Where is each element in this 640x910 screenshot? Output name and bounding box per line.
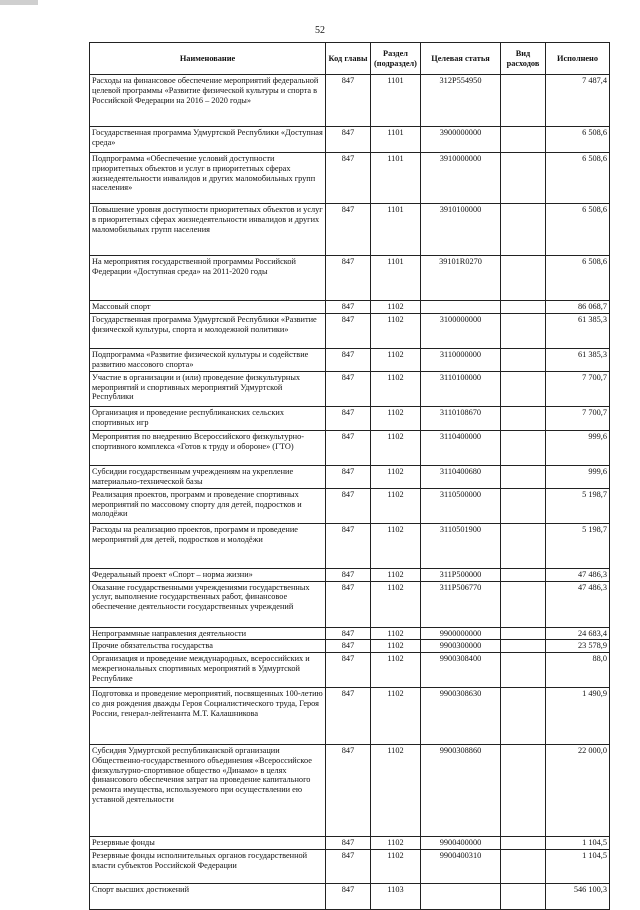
row-section: 1102	[371, 627, 421, 640]
row-name: Субсидии государственным учреждениям на укрепление материально-технической базы	[90, 465, 326, 488]
row-section: 1102	[371, 371, 421, 406]
row-executed: 7 700,7	[546, 371, 610, 406]
row-code: 847	[326, 406, 371, 430]
row-name: Мероприятия по внедрению Всероссийского физкультурно-спортивного комплекса «Готов к труду и обороне» (ГТО)	[90, 430, 326, 465]
row-name: Прочие обязательства государства	[90, 640, 326, 653]
row-target: 9900308860	[421, 745, 501, 837]
row-executed: 88,0	[546, 653, 610, 688]
table-row	[90, 523, 610, 568]
table-row	[90, 883, 610, 909]
table-row	[90, 745, 610, 837]
table-row	[90, 653, 610, 688]
row-code: 847	[326, 640, 371, 653]
row-type	[501, 430, 546, 465]
row-target: 9900308400	[421, 653, 501, 688]
row-code: 847	[326, 568, 371, 581]
row-code: 847	[326, 745, 371, 837]
row-name: Государственная программа Удмуртской Республики «Доступная среда»	[90, 127, 326, 153]
table-row	[90, 837, 610, 850]
row-executed: 1 490,9	[546, 688, 610, 745]
row-section: 1101	[371, 75, 421, 127]
row-type	[501, 465, 546, 488]
row-executed: 7 487,4	[546, 75, 610, 127]
row-name: Оказание государственными учреждениями государственных услуг, выполнение государственных работ, финансовое обеспечение деятельности государственных учреждений	[90, 581, 326, 627]
table-row	[90, 406, 610, 430]
row-type	[501, 883, 546, 909]
table-header-row	[90, 43, 610, 75]
table-row	[90, 313, 610, 348]
table-row	[90, 568, 610, 581]
row-name: Реализация проектов, программ и проведение спортивных мероприятий по массовому спорту для детей, подростков и молодёжи	[90, 488, 326, 523]
row-target: 3910000000	[421, 153, 501, 204]
row-name: Массовый спорт	[90, 301, 326, 314]
table-row	[90, 640, 610, 653]
row-section: 1102	[371, 581, 421, 627]
table-row	[90, 348, 610, 371]
row-executed: 47 486,3	[546, 568, 610, 581]
row-type	[501, 348, 546, 371]
page-number: 52	[315, 25, 325, 36]
row-executed: 47 486,3	[546, 581, 610, 627]
row-type	[501, 581, 546, 627]
row-executed: 86 068,7	[546, 301, 610, 314]
row-target: 3110108670	[421, 406, 501, 430]
row-section: 1101	[371, 153, 421, 204]
row-executed: 546 100,3	[546, 883, 610, 909]
row-type	[501, 256, 546, 301]
row-code: 847	[326, 883, 371, 909]
row-section: 1102	[371, 837, 421, 850]
row-executed: 6 508,6	[546, 127, 610, 153]
row-code: 847	[326, 465, 371, 488]
row-executed: 999,6	[546, 465, 610, 488]
row-name: Подпрограмма «Развитие физической культуры и содействие развитию массового спорта»	[90, 348, 326, 371]
row-section: 1102	[371, 745, 421, 837]
row-type	[501, 204, 546, 256]
table-row	[90, 849, 610, 883]
row-code: 847	[326, 153, 371, 204]
table-row	[90, 153, 610, 204]
row-target: 3900000000	[421, 127, 501, 153]
row-executed: 7 700,7	[546, 406, 610, 430]
row-name: Участие в организации и (или) проведение физкультурных мероприятий и спортивных мероприятий Удмуртской Республики	[90, 371, 326, 406]
row-executed: 5 198,7	[546, 523, 610, 568]
row-name: Субсидия Удмуртской республиканской организации Общественно-государственного объединения «Всероссийское физкультурно-спортивное общество «Динамо» в целях финансового обеспечения затрат на проведение капитального ремонта имущества, используемого при осуществлении ею уставной деятельности	[90, 745, 326, 837]
row-target: 311P506770	[421, 581, 501, 627]
row-code: 847	[326, 849, 371, 883]
row-type	[501, 153, 546, 204]
row-executed: 6 508,6	[546, 153, 610, 204]
row-type	[501, 371, 546, 406]
header-executed: Исполнено	[546, 43, 610, 75]
row-code: 847	[326, 204, 371, 256]
row-target: 3110400680	[421, 465, 501, 488]
row-section: 1102	[371, 568, 421, 581]
row-name: Организация и проведение международных, всероссийских и межрегиональных спортивных мероприятий в Удмуртской Республике	[90, 653, 326, 688]
row-section: 1102	[371, 430, 421, 465]
row-target: 3110400000	[421, 430, 501, 465]
row-name: Федеральный проект «Спорт – норма жизни»	[90, 568, 326, 581]
row-name: Резервные фонды	[90, 837, 326, 850]
row-code: 847	[326, 581, 371, 627]
row-target	[421, 883, 501, 909]
row-name: Расходы на финансовое обеспечение мероприятий федеральной целевой программы «Развитие физической культуры и спорта в Российской Федерации на 2016 – 2020 годы»	[90, 75, 326, 127]
row-section: 1102	[371, 406, 421, 430]
table-row	[90, 465, 610, 488]
table-row	[90, 488, 610, 523]
header-name: Наименование	[90, 43, 326, 75]
table-row	[90, 688, 610, 745]
row-name: Подготовка и проведение мероприятий, посвященных 100-летию со дня рождения дважды Героя Социалистического труда, Героя России, генерал-лейтенанта М.Т. Калашникова	[90, 688, 326, 745]
row-type	[501, 488, 546, 523]
row-type	[501, 627, 546, 640]
row-executed: 23 578,9	[546, 640, 610, 653]
row-target: 312P554950	[421, 75, 501, 127]
row-name: Государственная программа Удмуртской Республики «Развитие физической культуры, спорта и молодежной политики»	[90, 313, 326, 348]
row-type	[501, 568, 546, 581]
row-executed: 1 104,5	[546, 837, 610, 850]
row-executed: 61 385,3	[546, 313, 610, 348]
row-executed: 24 683,4	[546, 627, 610, 640]
row-code: 847	[326, 837, 371, 850]
row-code: 847	[326, 653, 371, 688]
row-target: 9900400310	[421, 849, 501, 883]
header-target: Целевая статья	[421, 43, 501, 75]
header-code: Код главы	[326, 43, 371, 75]
row-section: 1102	[371, 488, 421, 523]
table-row	[90, 430, 610, 465]
row-executed: 6 508,6	[546, 204, 610, 256]
row-executed: 5 198,7	[546, 488, 610, 523]
row-name: Повышение уровня доступности приоритетных объектов и услуг в приоритетных сферах жизнедеятельности инвалидов и других маломобильных групп населения	[90, 204, 326, 256]
header-section: Раздел (подраздел)	[371, 43, 421, 75]
row-code: 847	[326, 313, 371, 348]
row-type	[501, 75, 546, 127]
row-code: 847	[326, 627, 371, 640]
row-target: 9900300000	[421, 640, 501, 653]
table-row	[90, 127, 610, 153]
row-target: 3110100000	[421, 371, 501, 406]
table-row	[90, 301, 610, 314]
row-code: 847	[326, 488, 371, 523]
row-type	[501, 849, 546, 883]
row-type	[501, 313, 546, 348]
row-code: 847	[326, 688, 371, 745]
row-type	[501, 301, 546, 314]
row-target: 39101R0270	[421, 256, 501, 301]
row-executed: 61 385,3	[546, 348, 610, 371]
row-target: 3110500000	[421, 488, 501, 523]
row-section: 1102	[371, 465, 421, 488]
row-type	[501, 640, 546, 653]
row-section: 1102	[371, 348, 421, 371]
row-name: Подпрограмма «Обеспечение условий доступности приоритетных объектов и услуг в приоритетных сферах жизнедеятельности инвалидов и других маломобильных групп населения»	[90, 153, 326, 204]
row-type	[501, 688, 546, 745]
row-code: 847	[326, 256, 371, 301]
table-row	[90, 581, 610, 627]
row-executed: 1 104,5	[546, 849, 610, 883]
table-row	[90, 204, 610, 256]
row-code: 847	[326, 348, 371, 371]
row-section: 1103	[371, 883, 421, 909]
row-executed: 999,6	[546, 430, 610, 465]
row-code: 847	[326, 127, 371, 153]
row-target	[421, 301, 501, 314]
row-target: 3910100000	[421, 204, 501, 256]
table-row	[90, 75, 610, 127]
row-target: 9900400000	[421, 837, 501, 850]
row-type	[501, 406, 546, 430]
table-row	[90, 256, 610, 301]
row-section: 1102	[371, 640, 421, 653]
row-target: 311P500000	[421, 568, 501, 581]
row-type	[501, 837, 546, 850]
table-row	[90, 371, 610, 406]
row-code: 847	[326, 523, 371, 568]
table-row	[90, 627, 610, 640]
row-target: 9900308630	[421, 688, 501, 745]
row-code: 847	[326, 301, 371, 314]
row-name: Спорт высших достижений	[90, 883, 326, 909]
row-code: 847	[326, 75, 371, 127]
row-section: 1102	[371, 313, 421, 348]
row-name: Резервные фонды исполнительных органов государственной власти субъектов Российской Федерации	[90, 849, 326, 883]
row-name: Организация и проведение республиканских сельских спортивных игр	[90, 406, 326, 430]
row-section: 1102	[371, 688, 421, 745]
row-target: 3110501900	[421, 523, 501, 568]
row-target: 9900000000	[421, 627, 501, 640]
row-target: 3100000000	[421, 313, 501, 348]
budget-table	[89, 42, 610, 910]
row-name: Непрограммные направления деятельности	[90, 627, 326, 640]
row-section: 1102	[371, 849, 421, 883]
row-section: 1101	[371, 204, 421, 256]
row-section: 1102	[371, 523, 421, 568]
row-target: 3110000000	[421, 348, 501, 371]
row-section: 1102	[371, 301, 421, 314]
row-name: На мероприятия государственной программы Российской Федерации «Доступная среда» на 2011-2020 годы	[90, 256, 326, 301]
header-type: Вид расходов	[501, 43, 546, 75]
row-name: Расходы на реализацию проектов, программ и проведение мероприятий для детей, подростков и молодёжи	[90, 523, 326, 568]
row-type	[501, 653, 546, 688]
scan-edge-mark	[0, 0, 38, 5]
row-code: 847	[326, 371, 371, 406]
row-section: 1101	[371, 127, 421, 153]
row-type	[501, 523, 546, 568]
row-code: 847	[326, 430, 371, 465]
row-type	[501, 745, 546, 837]
row-type	[501, 127, 546, 153]
row-executed: 6 508,6	[546, 256, 610, 301]
row-section: 1102	[371, 653, 421, 688]
row-section: 1101	[371, 256, 421, 301]
row-executed: 22 000,0	[546, 745, 610, 837]
